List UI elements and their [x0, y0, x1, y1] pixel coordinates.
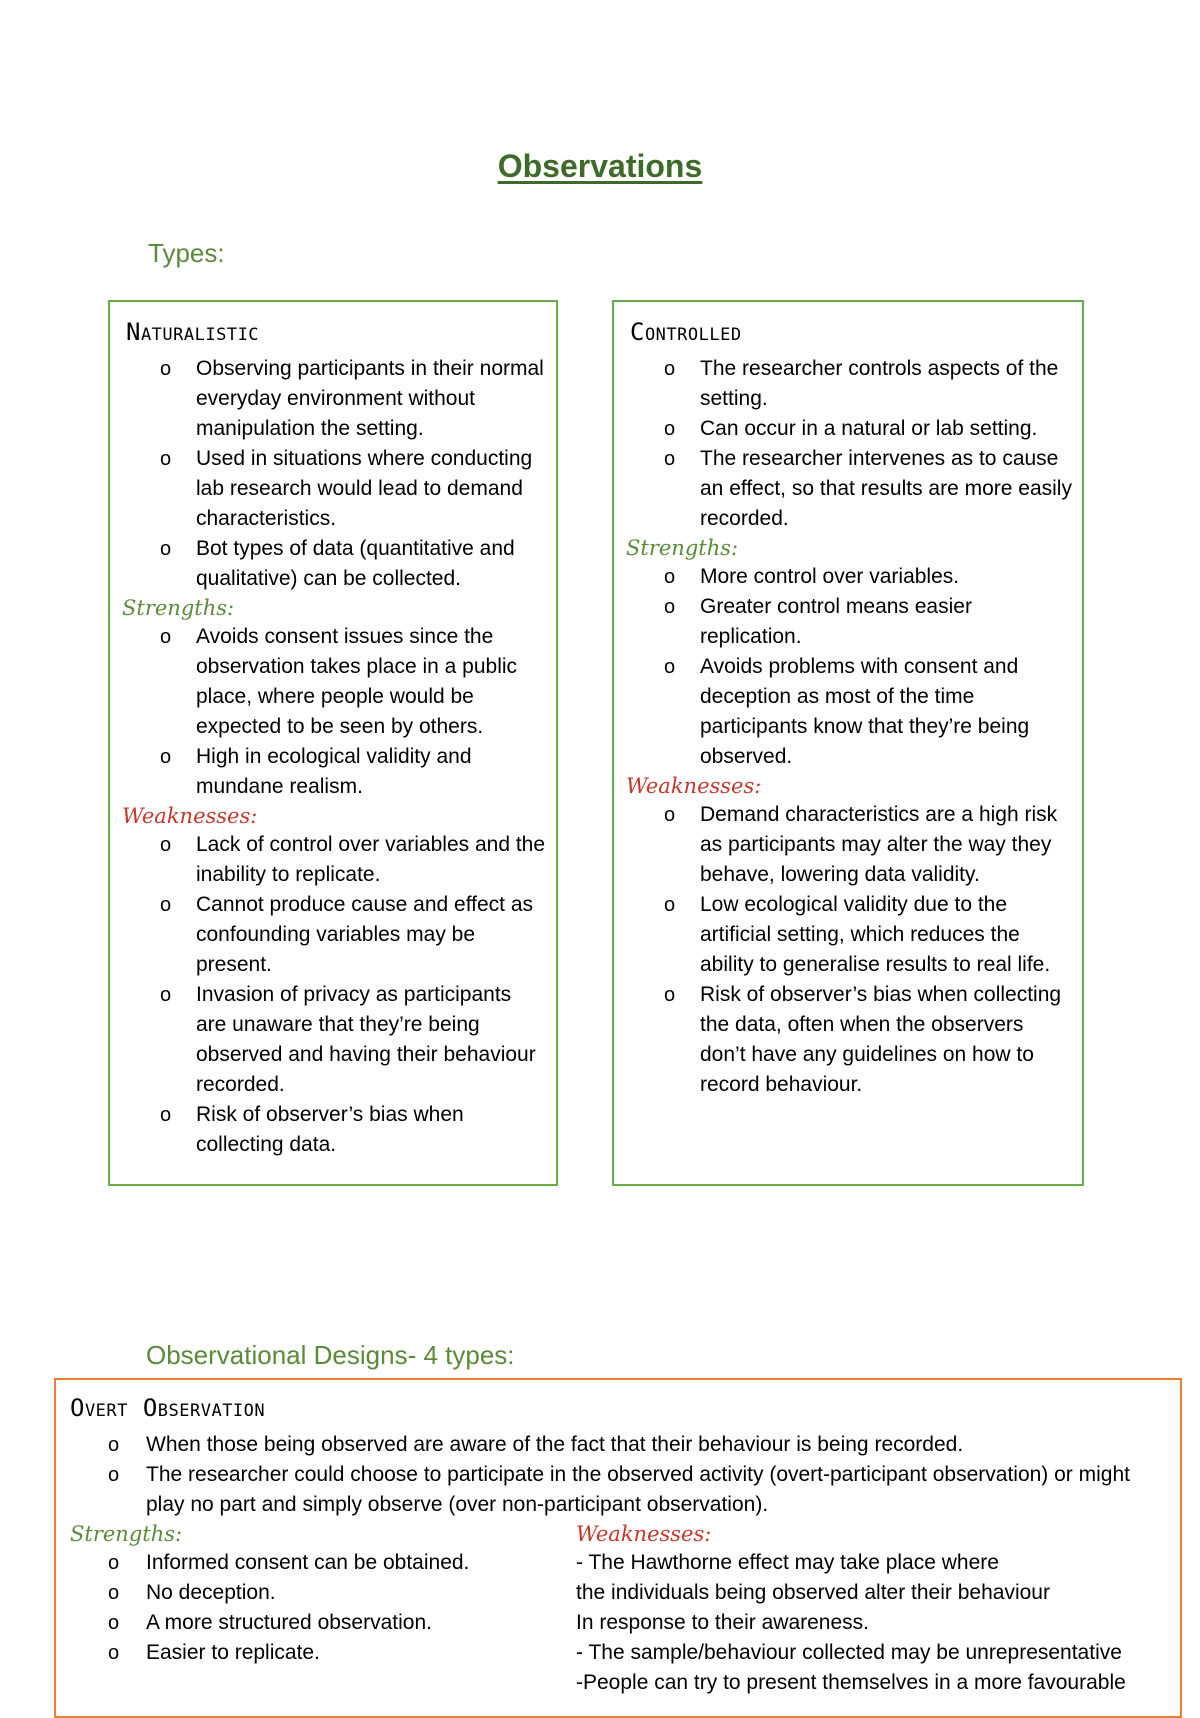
list-item: o Bot types of data (quantitative and qualitative) can be collected. [110, 534, 556, 594]
bullet-icon: o [108, 1434, 120, 1456]
strengths-label: Strengths: [626, 536, 739, 560]
naturalistic-points [110, 354, 556, 594]
bullet-icon: o [108, 1582, 120, 1604]
weaknesses-label: Weaknesses: [122, 804, 258, 828]
bullet-icon: o [160, 894, 172, 916]
bullet-icon: o [108, 1552, 120, 1574]
overt-weaknesses [576, 1548, 1176, 1698]
list-item: o Low ecological validity due to the artificial setting, which reduces the ability to generalise results to real life. [614, 890, 1082, 980]
strengths-label: Strengths: [122, 596, 235, 620]
bullet-icon: o [664, 358, 676, 380]
bullet-icon: o [160, 538, 172, 560]
naturalistic-weaknesses [110, 830, 556, 1160]
page-title: Observations [497, 148, 703, 184]
list-item: o Used in situations where conducting lab research would lead to demand characteristics. [110, 444, 556, 534]
list-item: o Avoids consent issues since the observation takes place in a public place, where people would be expected to be seen by others. [110, 622, 556, 742]
overt-points [56, 1430, 1180, 1520]
bullet-icon: o [664, 894, 676, 916]
bullet-icon: o [108, 1642, 120, 1664]
list-item: o Demand characteristics are a high risk as participants may alter the way they behave, lowering data validity. [614, 800, 1082, 890]
overt-weaknesses-column [576, 1520, 1176, 1698]
bullet-icon: o [664, 804, 676, 826]
bullet-icon: o [160, 626, 172, 648]
list-item: o When those being observed are aware of the fact that their behaviour is being recorded. [56, 1430, 1180, 1460]
controlled-strengths [614, 562, 1082, 772]
weaknesses-label: Weaknesses: [626, 774, 762, 798]
bullet-icon: o [108, 1612, 120, 1634]
list-item: o Observing participants in their normal everyday environment without manipulation the setting. [110, 354, 556, 444]
list-item: -People can try to present themselves in a more favourable [576, 1671, 1126, 1694]
bullet-icon: o [160, 984, 172, 1006]
bullet-icon: o [160, 358, 172, 380]
overt-observation-box [54, 1378, 1182, 1718]
controlled-title: Controlled [630, 318, 742, 346]
list-item: o The researcher intervenes as to cause an effect, so that results are more easily recorded. [614, 444, 1082, 534]
designs-heading: Observational Designs- 4 types: [146, 1340, 515, 1370]
list-item: o Avoids problems with consent and deception as most of the time participants know that they’re being observed. [614, 652, 1082, 772]
list-item: o Risk of observer’s bias when collecting the data, often when the observers don’t have any guidelines on how to record behaviour. [614, 980, 1082, 1100]
controlled-weaknesses [614, 800, 1082, 1100]
list-item: o Can occur in a natural or lab setting. [614, 414, 1082, 444]
list-item: - The Hawthorne effect may take place where [576, 1551, 999, 1574]
list-item: o More control over variables. [614, 562, 1082, 592]
bullet-icon: o [108, 1464, 120, 1486]
overt-strengths [56, 1548, 576, 1668]
bullet-icon: o [160, 1104, 172, 1126]
list-item: In response to their awareness. [576, 1611, 869, 1634]
list-item: o Easier to replicate. [56, 1638, 576, 1668]
naturalistic-strengths [110, 622, 556, 802]
overt-columns [56, 1520, 1180, 1698]
bullet-icon: o [160, 448, 172, 470]
controlled-points [614, 354, 1082, 534]
naturalistic-title: Naturalistic [126, 318, 260, 346]
list-item: o A more structured observation. [56, 1608, 576, 1638]
naturalistic-box [108, 300, 558, 1186]
list-item: o No deception. [56, 1578, 576, 1608]
bullet-icon: o [664, 418, 676, 440]
list-item: the individuals being observed alter their behaviour [576, 1581, 1050, 1604]
bullet-icon: o [664, 566, 676, 588]
bullet-icon: o [664, 448, 676, 470]
types-heading: Types: [148, 238, 225, 268]
bullet-icon: o [664, 656, 676, 678]
list-item: o Invasion of privacy as participants are unaware that they’re being observed and having their behaviour recorded. [110, 980, 556, 1100]
bullet-icon: o [664, 984, 676, 1006]
list-item: o Greater control means easier replication. [614, 592, 1082, 652]
overt-strengths-column [56, 1520, 576, 1698]
list-item: o High in ecological validity and mundane realism. [110, 742, 556, 802]
list-item: o The researcher could choose to participate in the observed activity (overt-participant observation) or might play no part and simply observe (over non-participant observation). [56, 1460, 1180, 1520]
bullet-icon: o [160, 834, 172, 856]
list-item: o Lack of control over variables and the inability to replicate. [110, 830, 556, 890]
list-item: o Cannot produce cause and effect as confounding variables may be present. [110, 890, 556, 980]
list-item: o The researcher controls aspects of the setting. [614, 354, 1082, 414]
bullet-icon: o [664, 596, 676, 618]
list-item: - The sample/behaviour collected may be unrepresentative [576, 1641, 1122, 1664]
list-item: o Informed consent can be obtained. [56, 1548, 576, 1578]
weaknesses-label: Weaknesses: [576, 1522, 712, 1546]
controlled-box [612, 300, 1084, 1186]
bullet-icon: o [160, 746, 172, 768]
strengths-label: Strengths: [70, 1522, 183, 1546]
overt-title: Overt Observation [70, 1394, 266, 1422]
list-item: o Risk of observer’s bias when collecting data. [110, 1100, 556, 1160]
